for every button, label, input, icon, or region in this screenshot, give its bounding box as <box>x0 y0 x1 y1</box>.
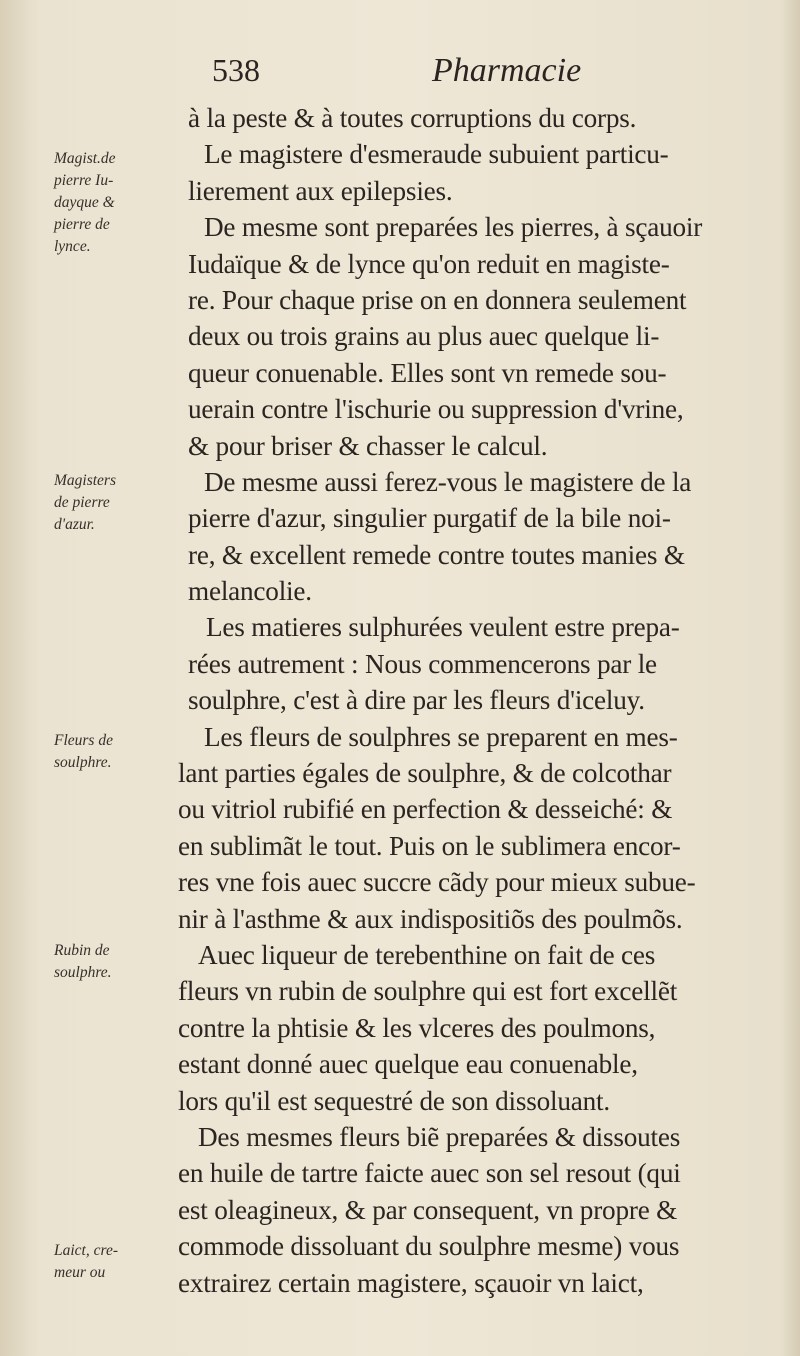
margin-note-line: lynce. <box>54 238 91 255</box>
margin-note <box>54 470 116 536</box>
text-line: à la peste & à toutes corruptions du corps. <box>188 103 637 133</box>
text-line: Iudaïque & de lynce qu'on reduit en magiste- <box>188 248 670 279</box>
margin-note-line: Rubin de <box>54 942 110 959</box>
margin-note-line: soulphre. <box>54 754 112 771</box>
text-line: deux ou trois grains au plus auec quelque li- <box>188 321 660 352</box>
running-title: Pharmacie <box>432 52 582 89</box>
margin-notes <box>0 0 180 1356</box>
margin-note-line: pierre de <box>54 216 110 233</box>
text-line: Les fleurs de soulphres se preparent en mes- <box>204 721 678 752</box>
margin-note <box>54 730 113 774</box>
text-line: ou vitriol rubifié en perfection & desseiché: & <box>178 794 673 825</box>
text-line: Des mesmes fleurs biẽ preparées & dissoutes <box>198 1121 681 1152</box>
margin-note-line: de pierre <box>54 494 110 511</box>
text-line: Les matieres sulphurées veulent estre prepa- <box>206 612 680 643</box>
margin-note <box>54 1240 118 1284</box>
text-line: pierre d'azur, singulier purgatif de la bile noi- <box>188 503 671 534</box>
margin-note <box>54 148 116 258</box>
margin-note-line: meur ou <box>54 1264 106 1281</box>
text-line: contre la phtisie & les vlceres des poulmons, <box>178 1012 656 1043</box>
text-line: lierement aux epilepsies. <box>188 175 453 206</box>
text-line: lant parties égales de soulphre, & de colcothar <box>178 758 672 789</box>
text-line: nir à l'asthme & aux indispositiõs des poulmõs. <box>178 903 683 934</box>
margin-note-line: soulphre. <box>54 964 112 981</box>
text-line: De mesme sont preparées les pierres, à sçauoir <box>204 212 703 243</box>
text-line: extrairez certain magistere, sçauoir vn laict, <box>178 1267 644 1298</box>
text-line: Le magistere d'esmeraude subuient particu- <box>204 139 669 170</box>
margin-note-line: Fleurs de <box>54 732 113 749</box>
text-line: re, & excellent remede contre toutes manies & <box>188 539 685 570</box>
text-line: & pour briser & chasser le calcul. <box>188 430 548 461</box>
margin-note-line: Magisters <box>54 472 116 489</box>
page-number: 538 <box>212 52 260 88</box>
margin-note <box>54 940 112 984</box>
text-line: uerain contre l'ischurie ou suppression d'vrine, <box>188 394 684 425</box>
margin-note-line: dayque & <box>54 194 115 211</box>
text-line: commode dissoluant du soulphre mesme) vous <box>178 1231 680 1262</box>
text-line: lors qu'il est sequestré de son dissoluant. <box>178 1085 611 1116</box>
text-line: queur conuenable. Elles sont vn remede sou- <box>188 357 667 388</box>
margin-note-line: Magist.de <box>54 150 116 167</box>
margin-note-line: pierre Iu- <box>54 172 114 189</box>
body-text <box>178 100 778 1301</box>
text-line: Auec liqueur de terebenthine on fait de ces <box>198 939 656 970</box>
text-line: rées autrement : Nous commencerons par le <box>188 648 657 679</box>
text-line: fleurs vn rubin de soulphre qui est fort excellẽt <box>178 976 678 1007</box>
text-line: estant donné auec quelque eau conuenable, <box>178 1049 638 1080</box>
text-line: res vne fois auec succre cãdy pour mieux subue- <box>178 867 696 898</box>
text-line: soulphre, c'est à dire par les fleurs d'iceluy. <box>188 685 645 716</box>
text-line: melancolie. <box>188 576 312 607</box>
text-line: De mesme aussi ferez-vous le magistere de la <box>204 466 692 497</box>
text-line: en huile de tartre faicte auec son sel resout (qui <box>178 1158 681 1189</box>
text-line: en sublimãt le tout. Puis on le sublimera encor- <box>178 830 681 861</box>
text-line: re. Pour chaque prise on en donnera seulement <box>188 284 687 315</box>
text-line: est oleagineux, & par consequent, vn propre & <box>178 1194 678 1225</box>
margin-note-line: d'azur. <box>54 516 95 533</box>
margin-note-line: Laict, cre- <box>54 1242 118 1259</box>
